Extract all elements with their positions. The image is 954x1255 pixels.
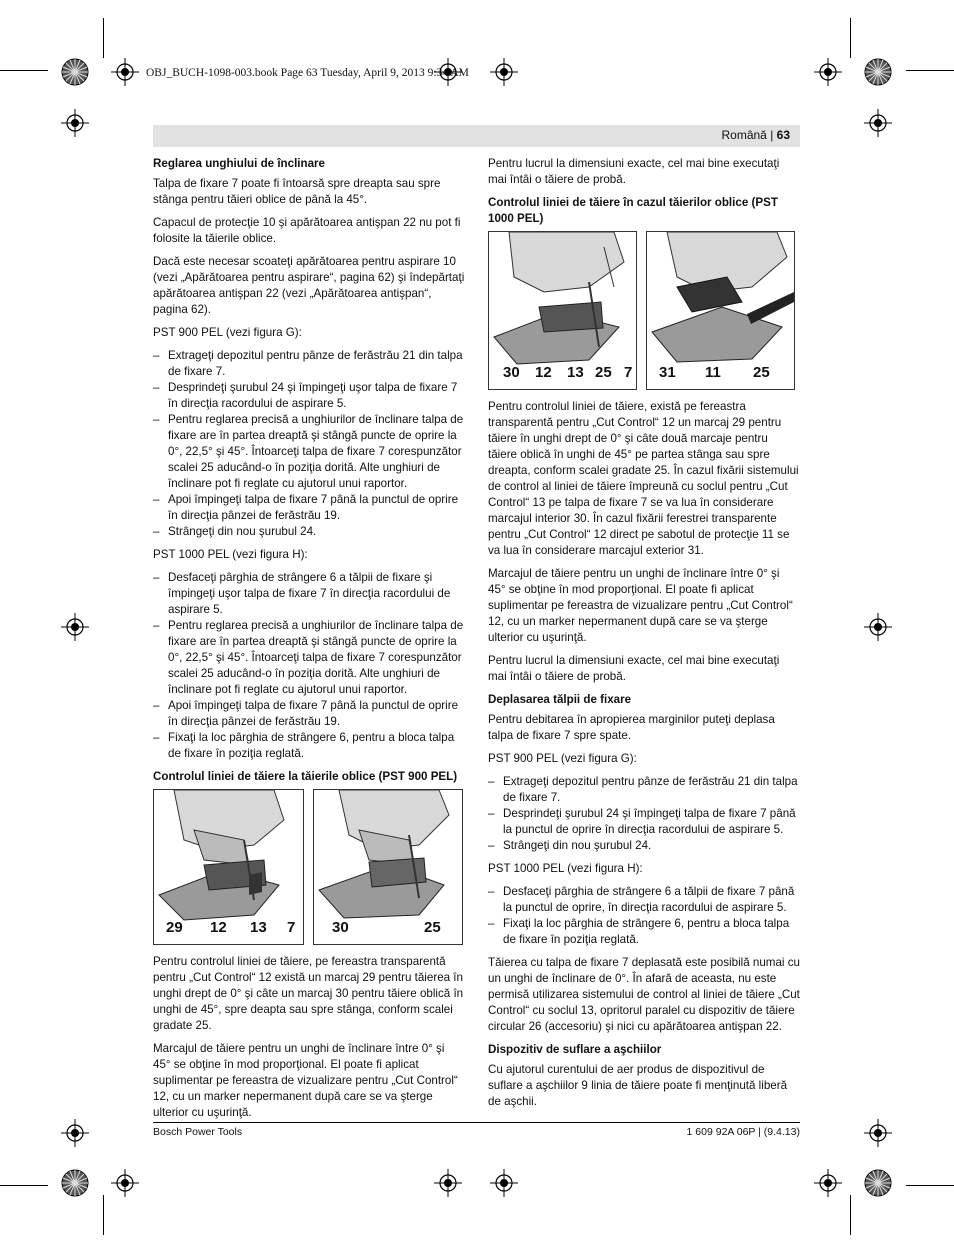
instruction-list xyxy=(488,774,800,854)
paragraph: Pentru lucrul la dimensiuni exacte, cel mai bine executaţi mai întâi o tăiere de probă. xyxy=(488,157,780,186)
page-number: 63 xyxy=(776,128,790,142)
callout-label: 30 xyxy=(503,364,520,381)
callout-label: 29 xyxy=(166,919,183,936)
list-item: – Pentru reglarea precisă a unghiurilor de înclinare talpa de fixare are în partea dreaptă şi stângă puncte de oprire la 0°, 22,5° şi 45°. Întoarceţi talpa de fixare 7 corespunzător scalei 25 aducând-o în poziţia dorită. Alte unghiuri de înclinare pot fi reglate cu ajutorul unui raportor. xyxy=(153,619,464,696)
page-header-bar xyxy=(153,125,800,147)
callout-label: 25 xyxy=(424,919,441,936)
list-item: – Desprindeţi şurubul 24 şi împingeţi talpa de fixare 7 până la punctul de oprire în direcţia racordului de aspirare 5. xyxy=(488,807,796,836)
callout-label: 31 xyxy=(659,364,676,381)
figure-row xyxy=(153,789,465,945)
figure-cut-control-0deg xyxy=(153,789,304,945)
paragraph: Talpa de fixare 7 poate fi întoarsă spre dreapta sau spre stânga pentru tăieri oblice de până la 45°. xyxy=(153,177,441,206)
header-language: Română xyxy=(721,128,767,142)
callout-label: 25 xyxy=(595,364,612,381)
section-heading: Reglarea unghiului de înclinare xyxy=(153,157,326,170)
section-heading: Controlul liniei de tăiere în cazul tăierilor oblice (PST 1000 PEL) xyxy=(488,196,778,225)
list-item: – Extrageţi depozitul pentru pânze de ferăstrău 21 din talpa de fixare 7. xyxy=(153,349,463,378)
figure-row xyxy=(488,231,800,390)
paragraph: Capacul de protecţie 10 şi apărătoarea antişpan 22 nu pot fi folosite la tăierile oblice. xyxy=(153,216,461,245)
callout-label: 12 xyxy=(535,364,552,381)
figure-callouts xyxy=(647,365,794,387)
list-item: – Strângeţi din nou şurubul 24. xyxy=(488,839,652,852)
section-heading: Controlul liniei de tăiere la tăierile oblice (PST 900 PEL) xyxy=(153,770,458,783)
figure-callouts xyxy=(154,920,303,942)
list-item: – Desprindeţi şurubul 24 şi împingeţi uşor talpa de fixare 7 în direcţia racordului de aspirare 5. xyxy=(153,381,458,410)
print-header: OBJ_BUCH-1098-003.book Page 63 Tuesday, April 9, 2013 9:34 AM xyxy=(146,67,469,79)
callout-label: 7 xyxy=(624,364,633,381)
paragraph: Cu ajutorul curentului de aer produs de dispozitivul de suflare a aşchiilor 9 linia de tăiere poate fi menţinută liberă de aşchii. xyxy=(488,1063,788,1108)
left-column xyxy=(153,156,465,1128)
list-item: – Apoi împingeţi talpa de fixare 7 până la punctul de oprire în direcţia pânzei de ferăstrău 19. xyxy=(153,699,459,728)
callout-label: 13 xyxy=(250,919,267,936)
paragraph: PST 900 PEL (vezi figura G): xyxy=(488,752,637,765)
instruction-list xyxy=(488,884,800,948)
paragraph: PST 1000 PEL (vezi figura H): xyxy=(153,548,308,561)
figure-callouts xyxy=(489,365,636,387)
list-item: – Desfaceţi pârghia de strângere 6 a tălpii de fixare şi împingeţi uşor talpa de fixare 7 în direcţia racordului de aspirare 5. xyxy=(153,571,451,616)
paragraph: Dacă este necesar scoateţi apărătoarea pentru aspirare 10 (vezi „Apărătoarea pentru aspirare“, pagina 62) şi îndepărtaţi apărătoarea antişpan 22 (vezi „Apărătoarea antişpan“, pagina 62). xyxy=(153,255,465,316)
callout-label: 13 xyxy=(567,364,584,381)
paragraph: Pentru controlul liniei de tăiere, există pe fereastra transparentă pentru „Cut Control“ 12 un marcaj 29 pentru tăiere în unghi drept de 0° şi câte două marcaje pentru tăiere oblică în unghi de 45° pe partea stânga sau spre dreapta, conform scalei gradate 25. În cazul fixării sistemului de control al liniei de tăiere împreună cu soclul pentru „Cut Control“ 13 pe talpa de fixare 7 se va lua în considerare marcajul interior 30. În cazul fixării ferestrei transparente pentru „Cut Control“ 12 direct pe sabotul de protecţie 11 se va lua în considerare marcajul exterior 31. xyxy=(488,400,799,557)
list-item: – Pentru reglarea precisă a unghiurilor de înclinare talpa de fixare are în partea dreaptă şi stângă puncte de oprire la 0°, 22,5° şi 45°. Întoarceţi talpa de fixare 7 corespunzător scalei 25 aducând-o în poziţia dorită. Alte unghiuri de înclinare pot fi reglate cu ajutorul unui raportor. xyxy=(153,413,464,490)
instruction-list xyxy=(153,570,465,762)
section-heading: Deplasarea tălpii de fixare xyxy=(488,693,632,706)
callout-label: 25 xyxy=(753,364,770,381)
paragraph: Pentru controlul liniei de tăiere, pe fereastra transparentă pentru „Cut Control“ 12 există un marcaj 29 pentru tăierea în unghi drept de 0° şi câte un marcaj 30 pentru tăiere oblică în unghi de 45°, spre deapta sau spre stânga, conform scalei gradate 25. xyxy=(153,955,464,1032)
paragraph: Pentru debitarea în apropierea marginilor puteţi deplasa talpa de fixare 7 spre spate. xyxy=(488,713,775,742)
instruction-list xyxy=(153,348,465,540)
list-item: – Apoi împingeţi talpa de fixare 7 până la punctul de oprire în direcţia pânzei de ferăstrău 19. xyxy=(153,493,459,522)
footer-rule xyxy=(153,1122,800,1123)
section-heading: Dispozitiv de suflare a aşchiilor xyxy=(488,1043,662,1056)
footer-doc-id: 1 609 92A 06P | (9.4.13) xyxy=(686,1126,800,1138)
footer-brand: Bosch Power Tools xyxy=(153,1126,243,1138)
figure-cut-control-45deg xyxy=(313,789,463,945)
page-header xyxy=(721,128,790,142)
paragraph: Marcajul de tăiere pentru un unghi de înclinare între 0° şi 45° se obţine în mod proporţional. El poate fi aplicat suplimentar pe fereastra de vizualizare pentru „Cut Control“ 12, cu un marker nepermanent după care se va şterge ulterior cu uşurinţă. xyxy=(153,1042,458,1119)
paragraph: Tăierea cu talpa de fixare 7 deplasată este posibilă numai cu un unghi de înclinare de 0°. În afară de aceasta, nu este permisă utilizarea sistemului de control al liniei de tăiere „Cut Control“ cu soclul 13, opritorul paralel cu dispozitiv de tăiere circular 26 (accesoriu) şi nici cu apărătoarea antişpan 22. xyxy=(488,956,800,1033)
figure-callouts xyxy=(314,920,462,942)
list-item: – Desfaceţi pârghia de strângere 6 a tălpii de fixare 7 până la punctul de oprire, în direcţia racordului de aspirare 5. xyxy=(488,885,795,914)
list-item: – Fixaţi la loc pârghia de strângere 6, pentru a bloca talpa de fixare în poziţia reglată. xyxy=(488,917,790,946)
callout-label: 11 xyxy=(705,364,721,381)
paragraph: PST 900 PEL (vezi figura G): xyxy=(153,326,302,339)
right-column xyxy=(488,156,800,1117)
paragraph: Marcajul de tăiere pentru un unghi de înclinare între 0° şi 45° se obţine în mod proporţional. El poate fi aplicat suplimentar pe fereastra de vizualizare pentru „Cut Control“ 12, cu un marker nepermanent după care se va şterge ulterior cu uşurinţă. xyxy=(488,567,793,644)
callout-label: 7 xyxy=(287,919,296,936)
figure-pst1000-inner xyxy=(488,231,637,390)
list-item: – Fixaţi la loc pârghia de strângere 6, pentru a bloca talpa de fixare în poziţia reglată. xyxy=(153,731,455,760)
list-item: – Extrageţi depozitul pentru pânze de ferăstrău 21 din talpa de fixare 7. xyxy=(488,775,798,804)
figure-pst1000-outer xyxy=(646,231,795,390)
paragraph: Pentru lucrul la dimensiuni exacte, cel mai bine executaţi mai întâi o tăiere de probă. xyxy=(488,654,780,683)
callout-label: 30 xyxy=(332,919,349,936)
list-item: – Strângeţi din nou şurubul 24. xyxy=(153,525,317,538)
callout-label: 12 xyxy=(210,919,227,936)
header-separator: | xyxy=(770,128,777,142)
paragraph: PST 1000 PEL (vezi figura H): xyxy=(488,862,643,875)
